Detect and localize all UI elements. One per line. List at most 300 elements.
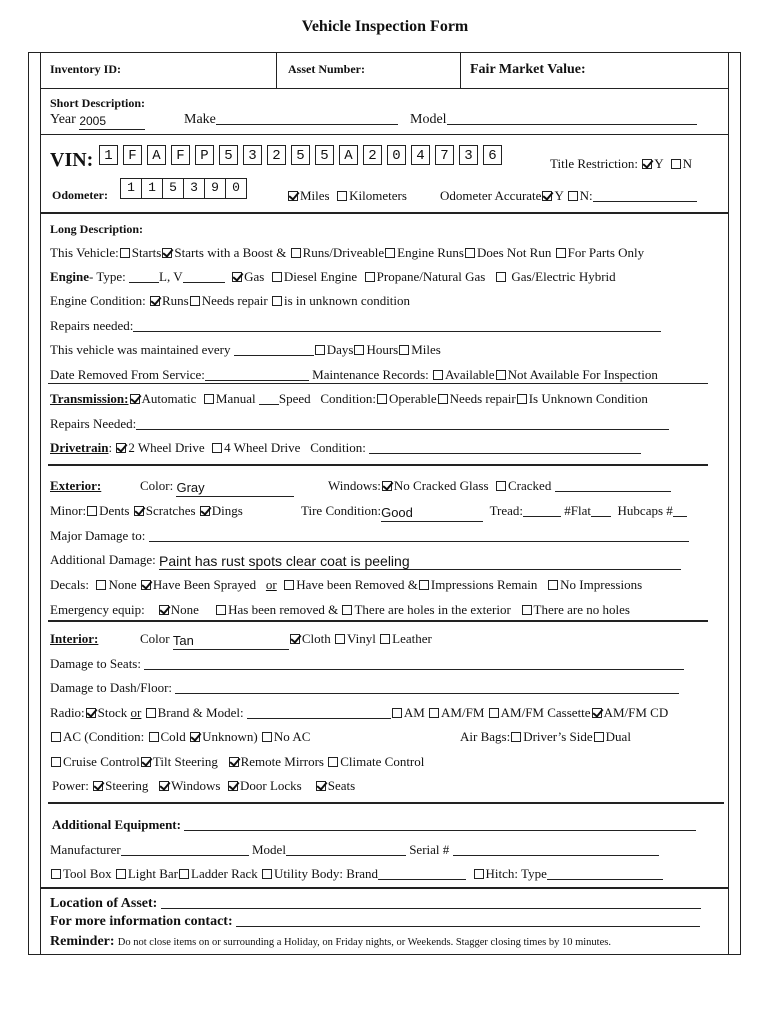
odometer-digit: 9 xyxy=(204,178,226,199)
odometer-accurate-y-label: Y xyxy=(554,188,564,203)
major-damage-label: Major Damage to: xyxy=(50,528,146,543)
engine-runs-cond-checkbox[interactable] xyxy=(150,296,160,306)
windows-field xyxy=(328,478,671,494)
does-not-run-checkbox[interactable] xyxy=(465,248,475,258)
ac-unknown-label: Unknown) xyxy=(202,729,258,744)
title-restriction xyxy=(550,156,692,172)
dual-label: Dual xyxy=(605,729,631,744)
utility-body-checkbox[interactable] xyxy=(262,869,272,879)
decals-sprayed-label: Have Been Sprayed xyxy=(152,577,257,592)
four-wheel-checkbox[interactable] xyxy=(212,443,222,453)
cloth-label: Cloth xyxy=(301,631,331,646)
reminder-label: Reminder: xyxy=(50,934,115,949)
maintenance-records-label: Maintenance Records: xyxy=(312,367,429,382)
door-locks-label: Door Locks xyxy=(239,778,302,793)
frame-left-outer xyxy=(28,52,29,955)
this-vehicle-label: This Vehicle: xyxy=(50,245,119,260)
brand-model-label: Brand & Model: xyxy=(157,705,244,720)
tire-condition-input[interactable]: Good xyxy=(381,509,483,522)
climate-checkbox[interactable] xyxy=(328,757,338,767)
radio-row xyxy=(50,705,668,721)
no-holes-checkbox[interactable] xyxy=(522,605,532,615)
radio-stock-checkbox[interactable] xyxy=(86,708,96,718)
interior-color-field xyxy=(140,631,432,650)
contact-row xyxy=(50,914,700,930)
dings-checkbox[interactable] xyxy=(200,506,210,516)
engine-unknown-label: is in unknown condition xyxy=(284,293,411,308)
vin-boxes[interactable] xyxy=(99,145,507,165)
transmission-row xyxy=(50,391,648,407)
trans-repairs-input[interactable] xyxy=(136,417,669,430)
engine-cylinders-input[interactable] xyxy=(183,270,225,283)
operable-label: Operable xyxy=(389,391,437,406)
seats-damage-input[interactable] xyxy=(144,657,684,670)
does-not-run-label: Does Not Run xyxy=(476,245,552,260)
operable-checkbox[interactable] xyxy=(377,394,387,404)
vin-char: 2 xyxy=(363,145,382,165)
hitch-type-input[interactable] xyxy=(547,867,663,880)
interior-color-input[interactable]: Tan xyxy=(173,637,289,650)
am-checkbox[interactable] xyxy=(392,708,402,718)
engine-label: Engine xyxy=(50,269,90,284)
vin-char: A xyxy=(339,145,358,165)
ac-checkbox[interactable] xyxy=(51,732,61,742)
trans-unknown-label: Is Unknown Condition xyxy=(528,391,648,406)
brand-model-checkbox[interactable] xyxy=(146,708,156,718)
ac-unknown-checkbox[interactable] xyxy=(190,732,200,742)
header-bottom-line xyxy=(40,88,728,89)
vin-char: 3 xyxy=(459,145,478,165)
decals-none-label: None xyxy=(108,577,137,592)
equip-model-input[interactable] xyxy=(286,843,406,856)
propane-checkbox[interactable] xyxy=(365,272,375,282)
impressions-remain-checkbox[interactable] xyxy=(419,580,429,590)
additional-damage-row xyxy=(50,552,681,570)
interior-row xyxy=(50,631,98,647)
make-input[interactable] xyxy=(216,112,398,125)
tire-condition-label: Tire Condition: xyxy=(301,503,382,518)
cassette-label: AM/FM Cassette xyxy=(500,705,591,720)
additional-equipment-row xyxy=(52,817,696,833)
odometer-accurate xyxy=(440,188,697,204)
location-input[interactable] xyxy=(161,896,701,909)
dents-label: Dents xyxy=(99,503,130,518)
dash-damage-label: Damage to Dash/Floor: xyxy=(50,680,173,695)
interior-color-label: Color xyxy=(140,631,170,646)
page-title: Vehicle Inspection Form xyxy=(301,18,469,35)
maintenance-divider xyxy=(48,383,708,384)
miles-label: Miles xyxy=(300,188,330,203)
title-restriction-y-label: Y xyxy=(654,156,664,171)
hitch-checkbox[interactable] xyxy=(474,869,484,879)
year-field xyxy=(50,112,145,130)
maint-miles-checkbox[interactable] xyxy=(399,345,409,355)
gas-label: Gas xyxy=(244,269,265,284)
engine-condition-label: Engine Condition: xyxy=(50,293,146,308)
tilt-checkbox[interactable] xyxy=(141,757,151,767)
l-v-label: L, V xyxy=(159,269,183,284)
brand-model-input[interactable] xyxy=(247,706,391,719)
am-label: AM xyxy=(403,705,425,720)
mirrors-checkbox[interactable] xyxy=(229,757,239,767)
radio-or-label: or xyxy=(130,705,142,720)
cruise-checkbox[interactable] xyxy=(51,757,61,767)
location-label: Location of Asset: xyxy=(50,896,158,911)
additional-damage-input[interactable]: Paint has rust spots clear coat is peeling xyxy=(159,557,681,570)
engine-runs-cond-label: Runs xyxy=(161,293,189,308)
title-restriction-n-checkbox[interactable] xyxy=(671,159,681,169)
header-divider-2 xyxy=(460,52,461,88)
exterior-label: Exterior: xyxy=(50,478,102,493)
vinyl-checkbox[interactable] xyxy=(335,634,345,644)
year-input[interactable]: 2005 xyxy=(79,117,145,130)
reminder-text: Do not close items on or surrounding a Holiday, on Friday nights, or Weekends. Stagger closing times by 10 minutes. xyxy=(117,937,611,948)
cracked-label: Cracked xyxy=(508,478,552,493)
days-checkbox[interactable] xyxy=(315,345,325,355)
power-row xyxy=(52,778,355,794)
exterior-color-field xyxy=(140,478,294,497)
vin-char: 5 xyxy=(291,145,310,165)
transmission-label: Transmission: xyxy=(50,391,129,406)
propane-label: Propane/Natural Gas xyxy=(376,269,486,284)
holes-label: There are holes in the exterior xyxy=(354,602,511,617)
date-removed-input[interactable] xyxy=(205,368,309,381)
odometer-boxes[interactable] xyxy=(120,178,246,199)
drivetrain-condition-label: Condition: xyxy=(310,440,366,455)
odometer-digit: 3 xyxy=(183,178,205,199)
records-available-label: Available xyxy=(444,367,495,382)
toolbox-checkbox[interactable] xyxy=(51,869,61,879)
toolbox-label: Tool Box xyxy=(63,866,112,881)
odometer-units xyxy=(287,188,407,204)
vin-char: 6 xyxy=(483,145,502,165)
hybrid-label: Gas/Electric Hybrid xyxy=(511,269,616,284)
runs-driveable-label: Runs/Driveable xyxy=(302,245,385,260)
dings-label: Dings xyxy=(211,503,243,518)
dents-checkbox[interactable] xyxy=(87,506,97,516)
hubcaps-label: Hubcaps # xyxy=(617,503,673,518)
ac-label: AC (Condition: xyxy=(63,729,145,744)
parts-only-checkbox[interactable] xyxy=(556,248,566,258)
vin-char: 3 xyxy=(243,145,262,165)
odometer-digit: 1 xyxy=(141,178,163,199)
ac-cold-label: Cold xyxy=(160,729,186,744)
trans-needs-repair-label: Needs repair xyxy=(449,391,516,406)
odometer-digit: 1 xyxy=(120,178,142,199)
dash-damage-row xyxy=(50,680,679,696)
vin-char: 0 xyxy=(387,145,406,165)
two-wheel-label: 2 Wheel Drive xyxy=(128,440,205,455)
cd-checkbox[interactable] xyxy=(592,708,602,718)
odometer-accurate-n-checkbox[interactable] xyxy=(568,191,578,201)
tire-row xyxy=(301,503,687,522)
lightbar-checkbox[interactable] xyxy=(116,869,126,879)
seats-damage-row xyxy=(50,656,684,672)
records-not-available-label: Not Available For Inspection xyxy=(507,367,658,382)
tread-input[interactable] xyxy=(523,504,561,517)
contact-input[interactable] xyxy=(236,914,700,927)
emergency-none-label: None xyxy=(170,602,199,617)
engine-needs-repair-label: Needs repair xyxy=(201,293,268,308)
ac-row xyxy=(50,729,310,745)
seats-damage-label: Damage to Seats: xyxy=(50,656,141,671)
this-vehicle-row xyxy=(50,245,644,261)
flat-input[interactable] xyxy=(591,504,611,517)
manufacturer-label: Manufacturer xyxy=(50,842,121,857)
decals-sprayed-checkbox[interactable] xyxy=(141,580,151,590)
hybrid-checkbox[interactable] xyxy=(496,272,506,282)
starts-checkbox[interactable] xyxy=(120,248,130,258)
drivetrain-row: Drivetrain: 2 Wheel Drive 4 Wheel Drive Condition: xyxy=(50,440,641,456)
engine-type-label: - Type: xyxy=(89,269,126,284)
reminder-row xyxy=(50,933,611,950)
amfm-checkbox[interactable] xyxy=(429,708,439,718)
leather-checkbox[interactable] xyxy=(380,634,390,644)
title-restriction-y-checkbox[interactable] xyxy=(642,159,652,169)
title-restriction-label: Title Restriction: xyxy=(550,156,638,171)
manual-checkbox[interactable] xyxy=(204,394,214,404)
odometer-digit: 0 xyxy=(225,178,247,199)
trans-needs-repair-checkbox[interactable] xyxy=(438,394,448,404)
manual-label: Manual xyxy=(215,391,256,406)
frame-right-inner xyxy=(728,52,729,955)
trans-condition-label: Condition: xyxy=(320,391,377,406)
power-label: Power: xyxy=(52,778,89,793)
airbags-label: Air Bags: xyxy=(460,729,511,744)
odometer-bottom-line xyxy=(40,212,728,214)
speed-input[interactable] xyxy=(259,392,279,405)
dual-checkbox[interactable] xyxy=(594,732,604,742)
hubcaps-input[interactable] xyxy=(673,504,687,517)
hours-checkbox[interactable] xyxy=(354,345,364,355)
decals-none-checkbox[interactable] xyxy=(96,580,106,590)
engine-runs-checkbox[interactable] xyxy=(385,248,395,258)
odometer-digit: 5 xyxy=(162,178,184,199)
interior-divider xyxy=(48,802,724,804)
power-steering-checkbox[interactable] xyxy=(93,781,103,791)
gas-checkbox[interactable] xyxy=(232,272,242,282)
no-impressions-checkbox[interactable] xyxy=(548,580,558,590)
serial-label: Serial # xyxy=(409,842,450,857)
year-label: Year xyxy=(50,112,76,127)
no-cracked-glass-checkbox[interactable] xyxy=(382,481,392,491)
amfm-label: AM/FM xyxy=(441,705,485,720)
starts-boost-label: Starts with a Boost & xyxy=(174,245,287,260)
vinyl-label: Vinyl xyxy=(347,631,376,646)
tilt-label: Tilt Steering xyxy=(152,754,218,769)
maintained-interval-input[interactable] xyxy=(234,343,314,356)
leather-label: Leather xyxy=(392,631,432,646)
power-windows-checkbox[interactable] xyxy=(159,781,169,791)
diesel-label: Diesel Engine xyxy=(283,269,358,284)
drivetrain-label: Drivetrain xyxy=(50,440,109,455)
radio-label: Radio: xyxy=(50,705,85,720)
location-row xyxy=(50,896,701,912)
holes-checkbox[interactable] xyxy=(342,605,352,615)
cloth-checkbox[interactable] xyxy=(290,634,300,644)
minor-label: Minor: xyxy=(50,503,87,518)
fair-market-value-label: Fair Market Value: xyxy=(470,62,586,77)
utility-brand-input[interactable] xyxy=(378,867,466,880)
vin-char: 1 xyxy=(99,145,118,165)
emergency-removed-checkbox[interactable] xyxy=(216,605,226,615)
cassette-checkbox[interactable] xyxy=(489,708,499,718)
vin-char: 5 xyxy=(315,145,334,165)
model-field xyxy=(410,112,697,128)
engine-unknown-checkbox[interactable] xyxy=(272,296,282,306)
odometer-accurate-label: Odometer Accurate xyxy=(440,188,542,203)
exterior-divider xyxy=(48,620,708,622)
dash-damage-input[interactable] xyxy=(175,681,679,694)
scratches-label: Scratches xyxy=(145,503,196,518)
cracked-checkbox[interactable] xyxy=(496,481,506,491)
radio-stock-label: Stock xyxy=(97,705,128,720)
odometer-accurate-y-checkbox[interactable] xyxy=(542,191,552,201)
exterior-color-label: Color: xyxy=(140,478,174,493)
equipment-divider xyxy=(40,887,728,889)
asset-number-label: Asset Number: xyxy=(288,62,365,76)
cd-label: AM/FM CD xyxy=(603,705,669,720)
kilometers-label: Kilometers xyxy=(349,188,407,203)
vin-char: F xyxy=(123,145,142,165)
additional-equipment-input[interactable] xyxy=(184,818,696,831)
minor-row xyxy=(50,503,243,519)
equipment-options-row xyxy=(50,866,663,882)
major-damage-input[interactable] xyxy=(149,529,689,542)
options-row xyxy=(50,754,424,770)
engine-liters-input[interactable] xyxy=(129,270,159,283)
airbags-row xyxy=(460,729,631,745)
automatic-label: Automatic xyxy=(141,391,197,406)
power-seats-checkbox[interactable] xyxy=(316,781,326,791)
maintained-label: This vehicle was maintained every xyxy=(50,342,231,357)
decals-removed-label: Have been Removed & xyxy=(296,577,418,592)
no-cracked-glass-label: No Cracked Glass xyxy=(393,478,489,493)
door-locks-checkbox[interactable] xyxy=(228,781,238,791)
trans-unknown-checkbox[interactable] xyxy=(517,394,527,404)
drivetrain-condition-input[interactable] xyxy=(369,441,641,454)
title-restriction-n-label: N xyxy=(682,156,693,171)
make-label: Make xyxy=(184,112,216,127)
miles-checkbox[interactable] xyxy=(288,191,298,201)
engine-needs-repair-checkbox[interactable] xyxy=(190,296,200,306)
date-removed-row xyxy=(50,367,658,383)
engine-type-row xyxy=(50,269,616,285)
ladder-checkbox[interactable] xyxy=(179,869,189,879)
model-label: Model xyxy=(410,112,447,127)
header-divider-1 xyxy=(276,52,277,88)
ladder-label: Ladder Rack xyxy=(191,866,258,881)
no-ac-checkbox[interactable] xyxy=(262,732,272,742)
engine-condition-row xyxy=(50,293,410,309)
short-desc-bottom-line xyxy=(40,134,728,135)
short-description-label: Short Description: xyxy=(50,96,145,110)
odometer-label: Odometer: xyxy=(52,188,108,202)
diesel-checkbox[interactable] xyxy=(272,272,282,282)
hours-label: Hours xyxy=(366,342,399,357)
windows-label: Windows: xyxy=(328,478,381,493)
trans-repairs-row xyxy=(50,416,669,432)
emergency-label: Emergency equip: xyxy=(50,602,145,617)
trans-repairs-label: Repairs Needed: xyxy=(50,416,137,431)
maintained-row xyxy=(50,342,441,358)
equip-model-label: Model xyxy=(252,842,286,857)
frame-left-inner xyxy=(40,52,41,955)
repairs-needed-row xyxy=(50,318,661,334)
records-not-available-checkbox[interactable] xyxy=(496,370,506,380)
emergency-none-checkbox[interactable] xyxy=(159,605,169,615)
automatic-checkbox[interactable] xyxy=(130,394,140,404)
speed-label: Speed xyxy=(278,391,311,406)
major-damage-row xyxy=(50,528,689,544)
four-wheel-label: 4 Wheel Drive xyxy=(224,440,301,455)
driver-side-checkbox[interactable] xyxy=(511,732,521,742)
emergency-row xyxy=(50,602,630,618)
cracked-input[interactable] xyxy=(555,479,671,492)
maint-miles-label: Miles xyxy=(411,342,441,357)
records-available-checkbox[interactable] xyxy=(433,370,443,380)
impressions-remain-label: Impressions Remain xyxy=(430,577,538,592)
starts-boost-checkbox[interactable] xyxy=(162,248,172,258)
no-impressions-label: No Impressions xyxy=(560,577,643,592)
tread-label: Tread: xyxy=(489,503,524,518)
emergency-removed-label: Has been removed & xyxy=(228,602,339,617)
runs-driveable-checkbox[interactable] xyxy=(291,248,301,258)
cruise-label: Cruise Control xyxy=(63,754,140,769)
date-removed-label: Date Removed From Service: xyxy=(50,367,205,382)
repairs-needed-label: Repairs needed: xyxy=(50,318,134,333)
no-ac-label: No AC xyxy=(273,729,311,744)
no-holes-label: There are no holes xyxy=(533,602,630,617)
hitch-label: Hitch: Type xyxy=(485,866,547,881)
vin-char: F xyxy=(171,145,190,165)
flat-label: #Flat xyxy=(564,503,592,518)
vin-char: 2 xyxy=(267,145,286,165)
serial-input[interactable] xyxy=(453,843,659,856)
odometer-accurate-n-input[interactable] xyxy=(593,189,697,202)
days-label: Days xyxy=(326,342,354,357)
decals-removed-checkbox[interactable] xyxy=(284,580,294,590)
vin-char: 4 xyxy=(411,145,430,165)
starts-label: Starts xyxy=(131,245,162,260)
decals-label: Decals: xyxy=(50,577,89,592)
utility-body-label: Utility Body: Brand xyxy=(274,866,379,881)
manufacturer-row xyxy=(50,842,659,858)
ac-cold-checkbox[interactable] xyxy=(149,732,159,742)
vin-char: 7 xyxy=(435,145,454,165)
exterior-color-input[interactable]: Gray xyxy=(176,484,294,497)
repairs-needed-input[interactable] xyxy=(133,319,661,332)
lightbar-label: Light Bar xyxy=(127,866,179,881)
engine-runs-label: Engine Runs xyxy=(397,245,464,260)
inventory-id-label: Inventory ID: xyxy=(50,62,121,76)
two-wheel-checkbox[interactable] xyxy=(116,443,126,453)
exterior-row xyxy=(50,478,101,494)
mirrors-label: Remote Mirrors xyxy=(240,754,324,769)
drivetrain-divider xyxy=(48,464,708,466)
scratches-checkbox[interactable] xyxy=(134,506,144,516)
vin-label: VIN: xyxy=(50,149,94,171)
kilometers-checkbox[interactable] xyxy=(337,191,347,201)
vin-char: 5 xyxy=(219,145,238,165)
long-description-label: Long Description: xyxy=(50,222,143,236)
driver-side-label: Driver’s Side xyxy=(523,729,593,744)
power-seats-label: Seats xyxy=(327,778,356,793)
contact-label: For more information contact: xyxy=(50,914,233,929)
model-input[interactable] xyxy=(447,112,697,125)
frame-bottom xyxy=(28,954,740,955)
manufacturer-input[interactable] xyxy=(121,843,249,856)
